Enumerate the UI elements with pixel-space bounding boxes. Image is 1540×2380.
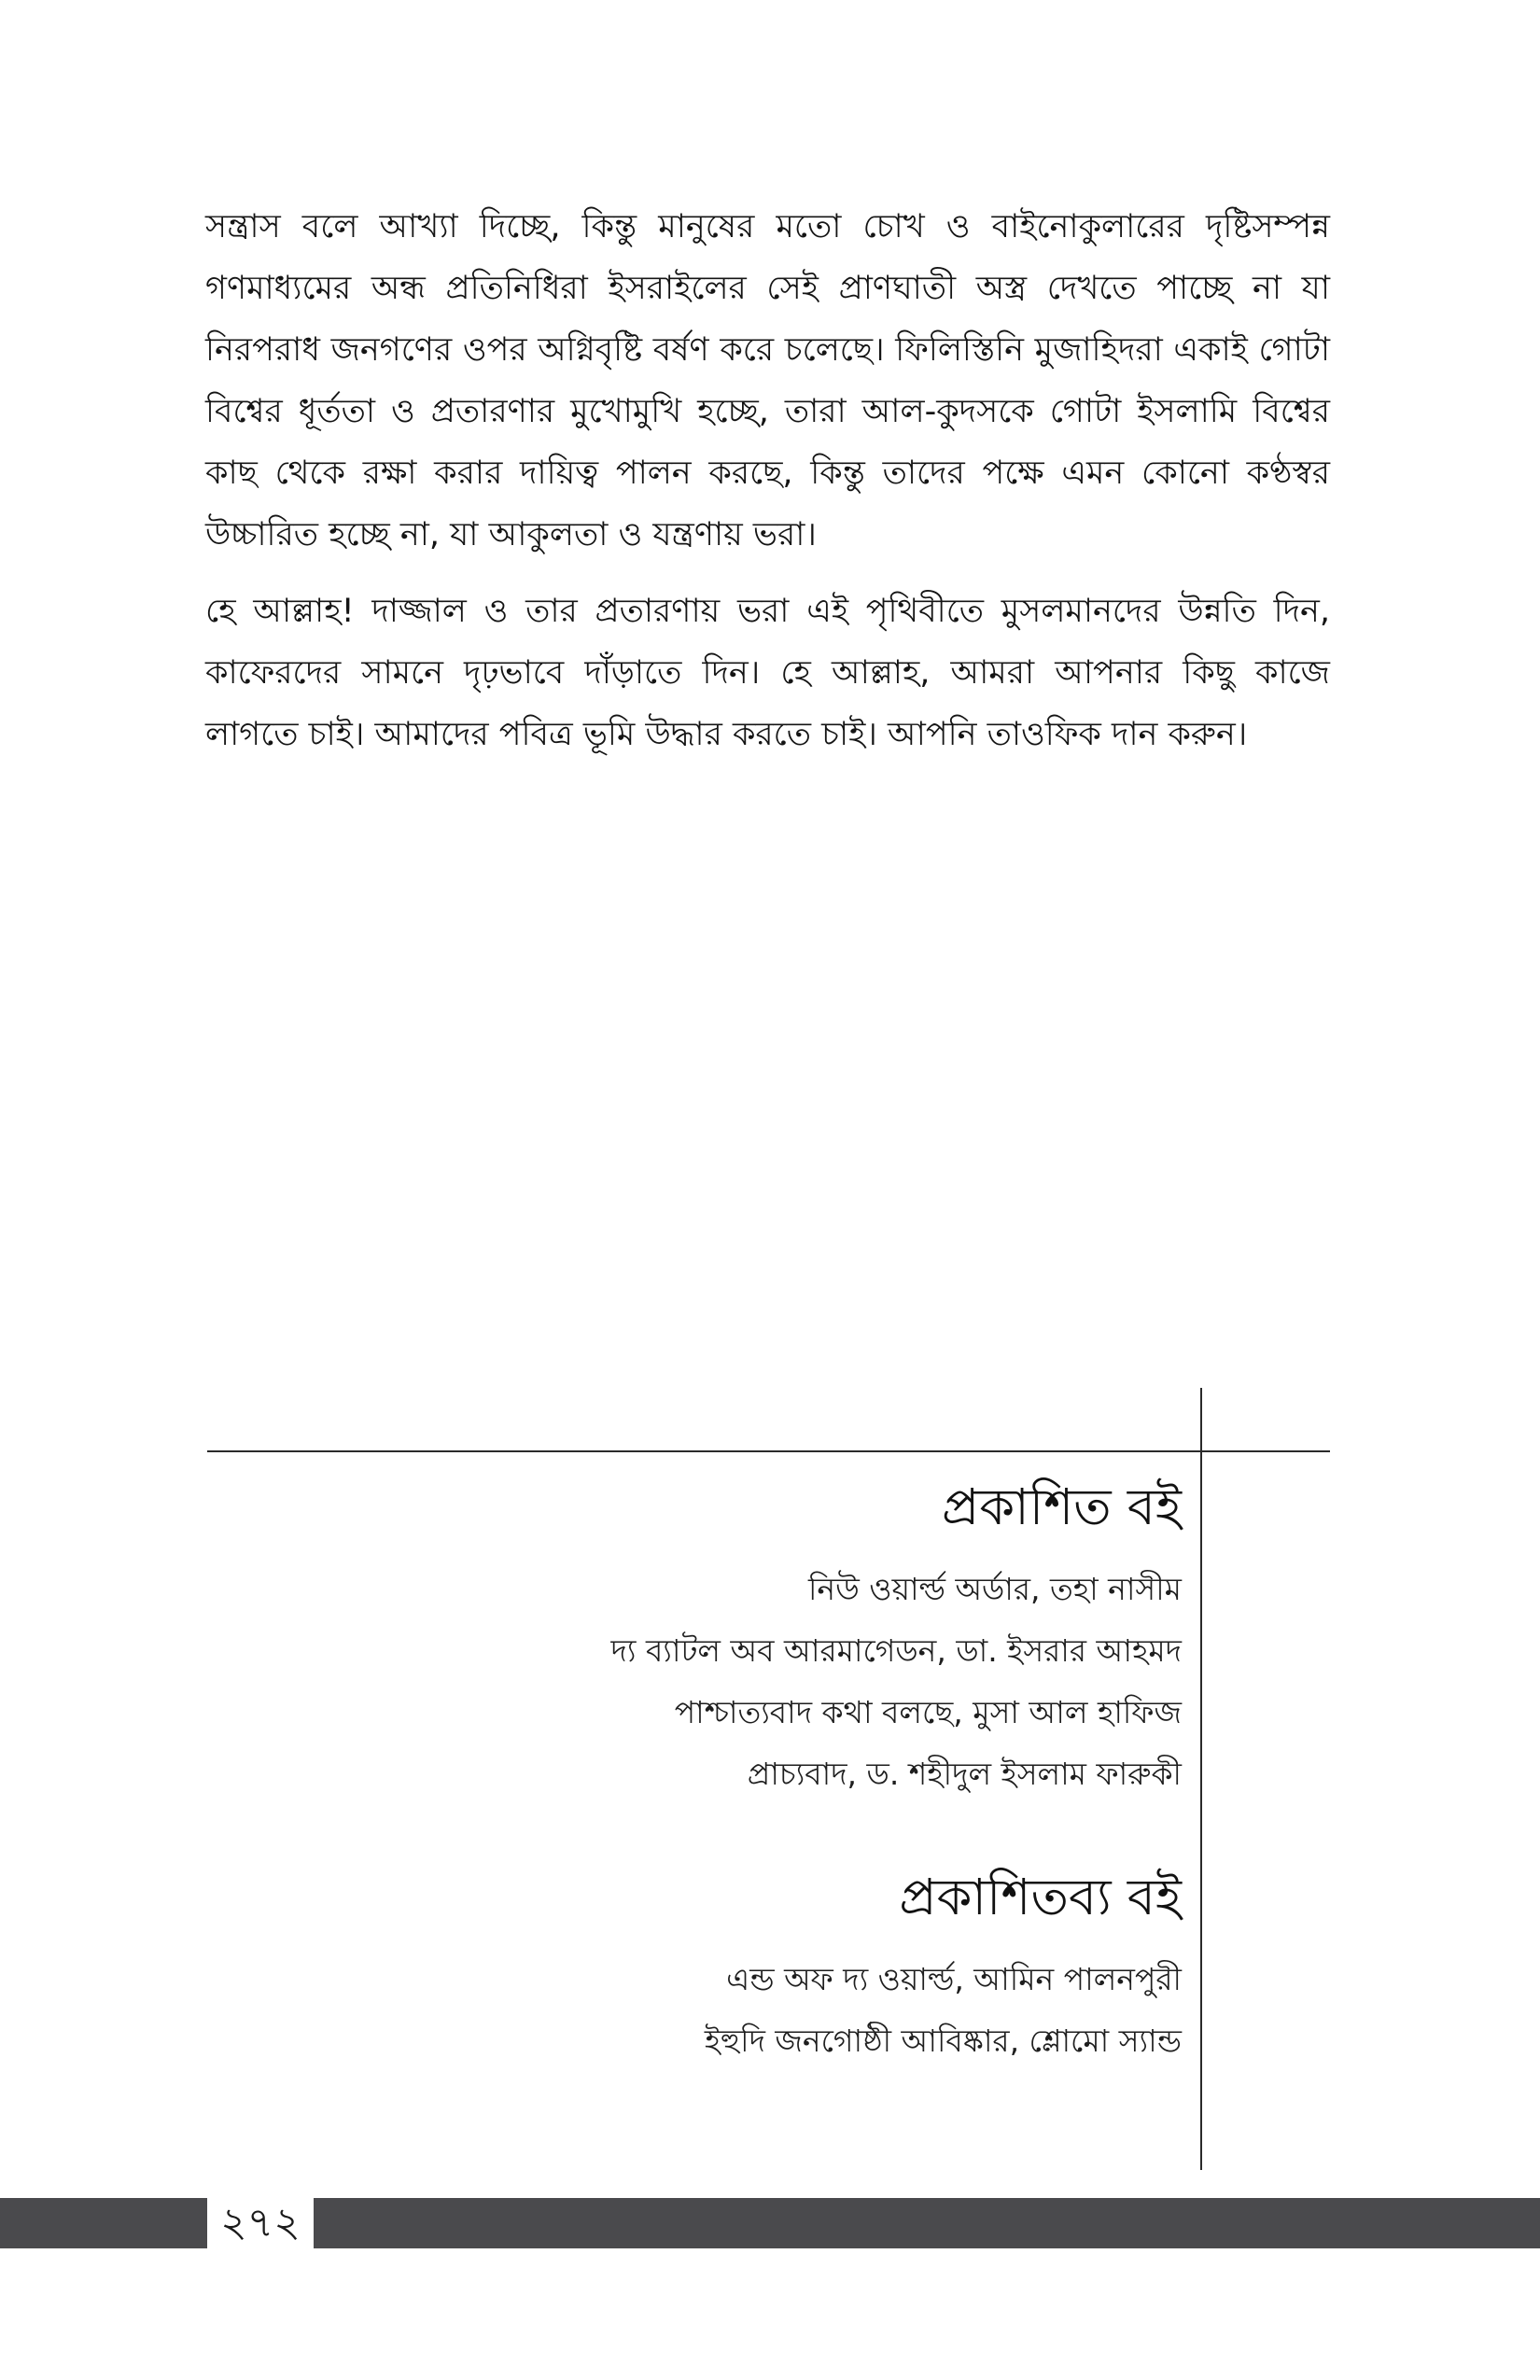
horizontal-rule xyxy=(207,1450,1330,1452)
published-books-list xyxy=(342,1559,1182,1805)
book-entry: ইহুদি জনগোষ্ঠী আবিষ্কার, শ্লোমো স্যান্ড xyxy=(704,2023,1182,2059)
footer-bar-left xyxy=(0,2198,207,2248)
book-entry: নিউ ওয়ার্ল্ড অর্ডার, তহা নাসীম xyxy=(807,1571,1182,1607)
published-books-section xyxy=(342,1465,1182,1805)
book-entry: পাশ্চাত্যবাদ কথা বলছে, মুসা আল হাফিজ xyxy=(674,1694,1182,1730)
body-text xyxy=(205,196,1330,780)
vertical-rule xyxy=(1200,1388,1202,2170)
published-books-title: প্রকাশিত বই xyxy=(942,1477,1182,1536)
paragraph: সন্ত্রাস বলে আখ্যা দিচ্ছে, কিন্তু মানুষের মতো চোখ ও বাইনোকুলারের দৃষ্টিসম্পন্ন গণমাধ্যমের অন্ধ প্রতিনিধিরা ইসরাইলের সেই প্রাণঘাতী অস্ত্র দেখতে পাচ্ছে না যা নিরপরাধ জনগণের ওপর অগ্নিবৃষ্টি বর্ষণ করে চলেছে। ফিলিস্তিনি মুজাহিদরা একাই গোটা বিশ্বের ধূর্ততা ও প্রতারণার মুখোমুখি হচ্ছে, তারা আল-কুদসকে গোটা ইসলামি বিশ্বের কাছ থেকে রক্ষা করার দায়িত্ব পালন করছে, কিন্তু তাদের পক্ষে এমন কোনো কণ্ঠস্বর উচ্চারিত হচ্ছে না, যা আকুলতা ও যন্ত্রণায় ভরা। xyxy=(205,208,1330,553)
paragraph: হে আল্লাহ! দাজ্জাল ও তার প্রতারণায় ভরা এই পৃথিবীতে মুসলমানদের উন্নতি দিন, কাফেরদের সামনে দৃঢ়ভাবে দাঁড়াতে দিন। হে আল্লাহ, আমরা আপনার কিছু কাজে লাগতে চাই। আমাদের পবিত্র ভূমি উদ্ধার করতে চাই। আপনি তাওফিক দান করুন। xyxy=(205,593,1330,753)
book-entry: প্রাচ্যবাদ, ড. শহীদুল ইসলাম ফারুকী xyxy=(747,1756,1182,1792)
book-entry: দ্য ব্যাটল অব আরমাগেডন, ডা. ইসরার আহমদ xyxy=(610,1632,1182,1669)
page-number: ২৭২ xyxy=(220,2199,301,2247)
forthcoming-books-section xyxy=(342,1855,1182,2072)
footer-bar-right xyxy=(314,2198,1540,2248)
forthcoming-books-list xyxy=(342,1949,1182,2072)
book-entry: এন্ড অফ দ্য ওয়ার্ল্ড, আমিন পালনপুরী xyxy=(726,1961,1182,1997)
forthcoming-books-title: প্রকাশিতব্য বই xyxy=(899,1868,1182,1926)
